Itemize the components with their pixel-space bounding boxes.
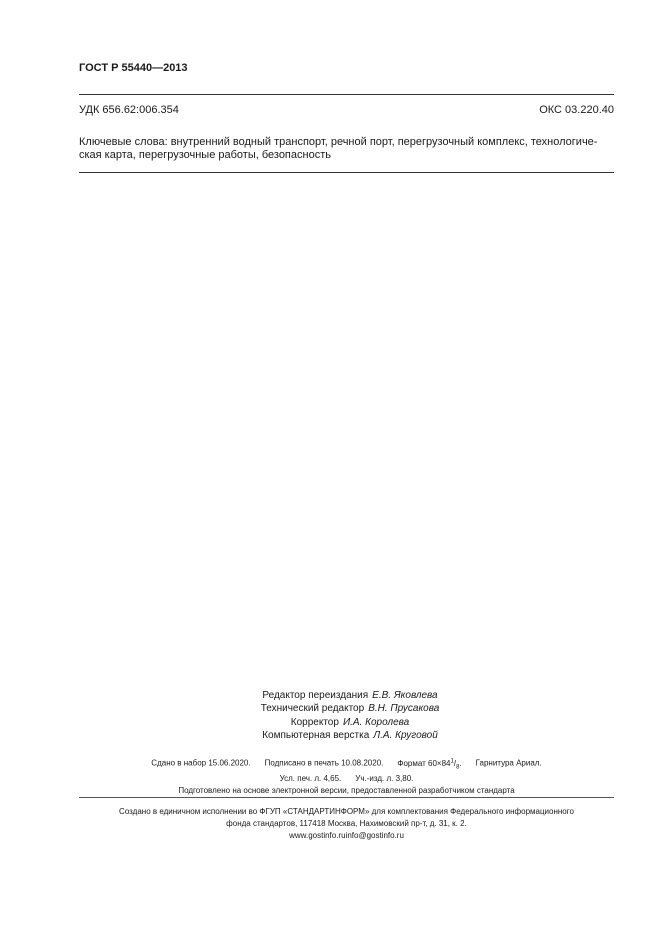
document-code: ГОСТ Р 55440—2013 xyxy=(79,62,188,74)
footer-line-2: фонда стандартов, 117418 Москва, Нахимовский пр-т, д. 31, к. 2. xyxy=(226,819,467,828)
email-link[interactable]: info@gostinfo.ru xyxy=(345,831,404,840)
footer-contacts xyxy=(79,830,614,842)
editorial-staff xyxy=(240,689,460,742)
footer-line-1: Создано в единичном исполнении во ФГУП «СТАНДАРТИНФОРМ» для комплектования Федерального информационного xyxy=(119,807,574,816)
keywords-divider xyxy=(79,172,614,173)
staff-layout: Компьютерная верстка Л.А. Круговой xyxy=(262,729,438,741)
keywords xyxy=(79,136,614,162)
keywords-line-1: Ключевые слова: внутренний водный транспорт, речной порт, перегрузочный комплекс, технологиче- xyxy=(79,136,598,148)
publisher-footer xyxy=(79,806,614,842)
publication-line-2: Усл. печ. л. 4,65. Уч.-изд. л. 3,80. xyxy=(279,774,414,784)
publication-line-3: Подготовлено на основе электронной версии, предоставленной разработчиком стандарта xyxy=(178,786,515,796)
website-link[interactable]: www.gostinfo.ru xyxy=(289,831,346,840)
staff-proofreader: Корректор И.А. Королева xyxy=(290,716,410,728)
staff-editor: Редактор переиздания Е.В. Яковлева xyxy=(262,690,438,701)
top-divider xyxy=(79,94,614,95)
staff-tech-editor: Технический редактор В.Н. Прусакова xyxy=(260,703,440,715)
keywords-line-2: ская карта, перегрузочные работы, безопасность xyxy=(79,149,331,161)
publication-info xyxy=(79,755,614,797)
udk-code: УДК 656.62:006.354 xyxy=(79,104,179,116)
paper-format: Формат $60\times 84^1/_8$. xyxy=(397,758,462,771)
footer-divider xyxy=(79,797,614,798)
publication-line-1: Сдано в набор 15.06.2020. Подписано в печать 10.08.2020. Формат $60\times 84^1/_8$. Гарнитура Ариал. xyxy=(151,758,542,771)
oks-code: ОКС 03.220.40 xyxy=(539,104,614,116)
